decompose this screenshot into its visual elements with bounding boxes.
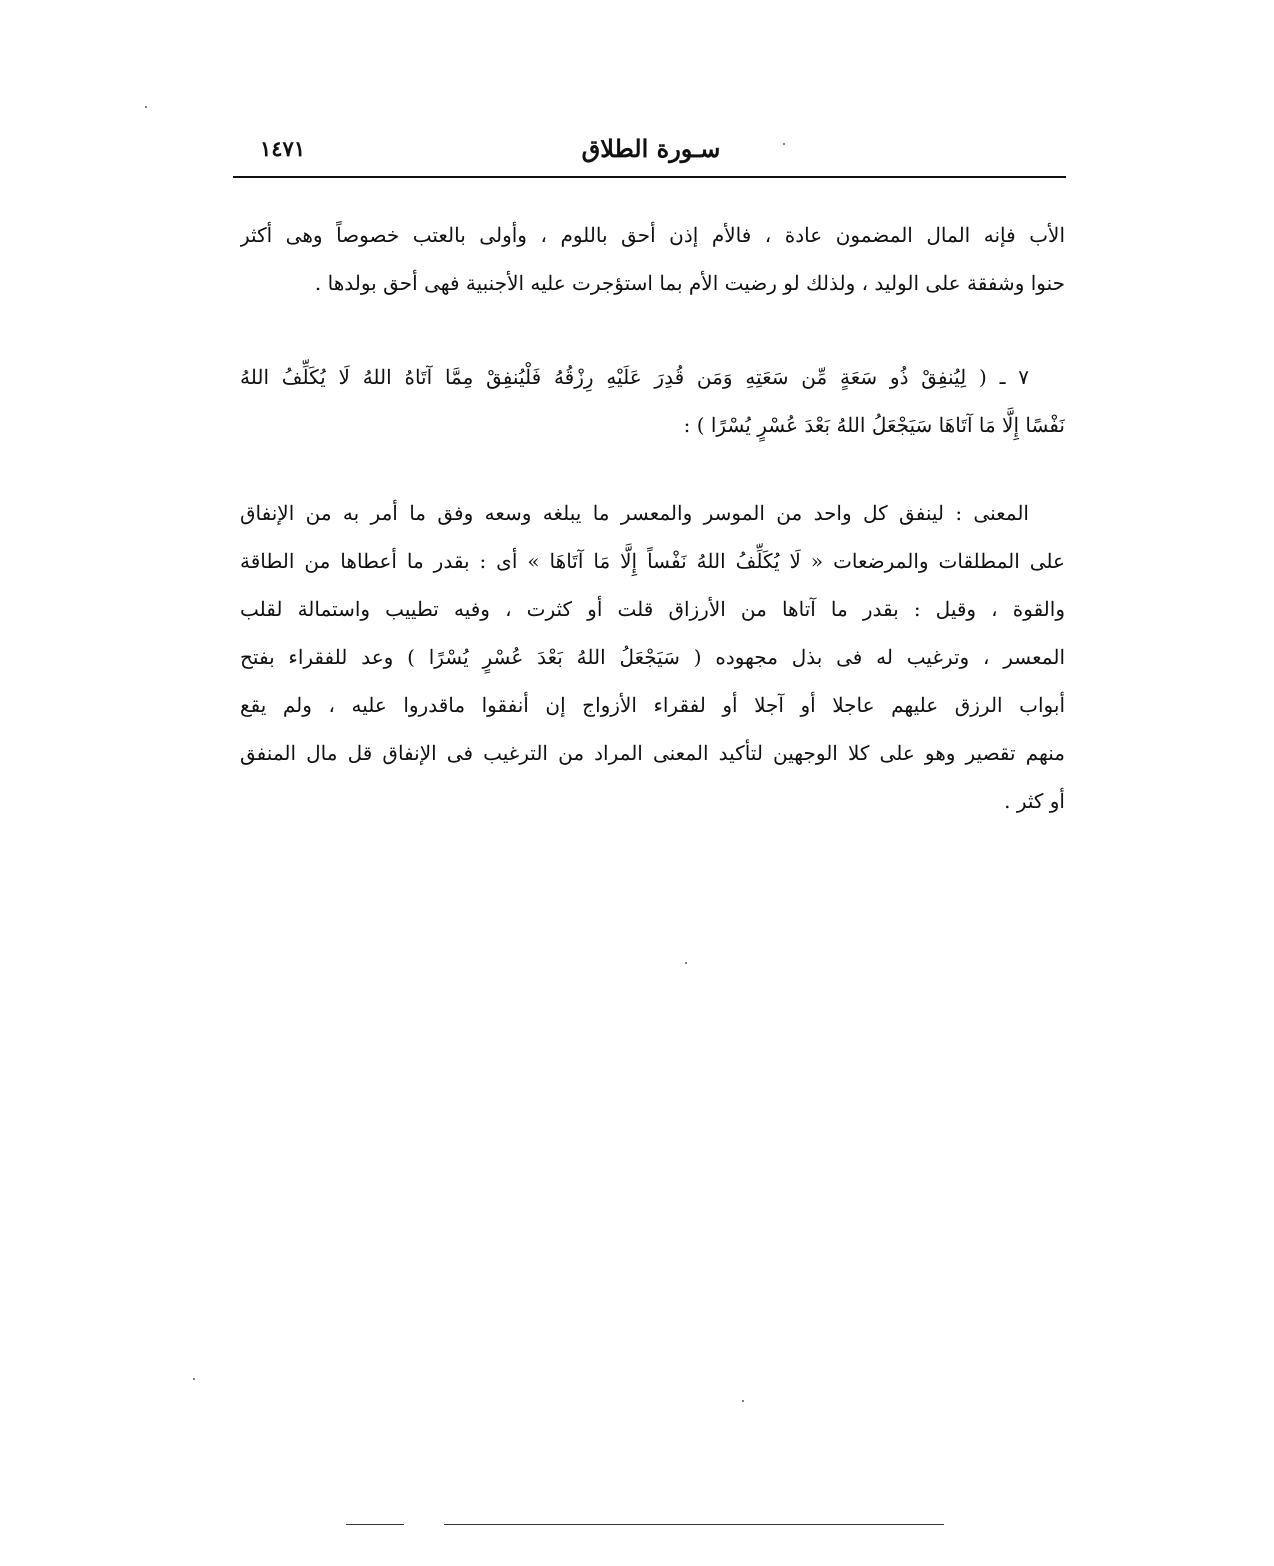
- scan-speck: [742, 1400, 744, 1402]
- footer-rule: [444, 1524, 944, 1525]
- text-line: أبواب الرزق عليهم عاجلا أو آجلا أو لفقراء الأزواج إن أنفقوا ماقدروا عليه ، ولم يقع: [240, 693, 1065, 717]
- surah-title: سـورة الطلاق: [581, 134, 721, 163]
- verse-block: [240, 353, 1065, 449]
- page-header: [236, 134, 1064, 174]
- page-number: ١٤٧١: [260, 136, 306, 161]
- verse-line: نَفْسًا إِلَّا مَا آتَاهَا سَيَجْعَلُ اللهُ بَعْدَ عُسْرٍ يُسْرًا ) :: [683, 413, 1065, 437]
- verse-line: ٧ ـ ( لِيُنفِقْ ذُو سَعَةٍ مِّن سَعَتِهِ وَمَن قُدِرَ عَلَيْهِ رِزْقُهُ فَلْيُنفِقْ مِمَّا آتَاهُ اللهُ لَا يُكَلِّفُ اللهُ: [240, 365, 1029, 389]
- text-line: منهم تقصير وهو على كلا الوجهين لتأكيد المعنى المراد من الترغيب فى الإنفاق قل مال المنفق: [240, 741, 1065, 765]
- text-line: على المطلقات والمرضعات « لَا يُكَلِّفُ اللهُ نَفْساً إِلَّا مَا آتَاهَا » أى : بقدر ما أعطاها من الطاقة: [240, 549, 1065, 573]
- commentary-paragraph: [240, 489, 1065, 825]
- text-line: المعسر ، وترغيب له فى بذل مجهوده ( سَيَجْعَلُ اللهُ بَعْدَ عُسْرٍ يُسْرًا ) وعد للفقراء بفتح: [240, 645, 1065, 669]
- scan-speck: [193, 1378, 195, 1380]
- scan-speck: [685, 962, 687, 964]
- text-line: المعنى : لينفق كل واحد من الموسر والمعسر ما يبلغه وسعه وفق ما أمر به من الإنفاق: [240, 501, 1029, 525]
- text-line: الأب فإنه المال المضمون عادة ، فالأم إذن أحق باللوم ، وأولى بالعتب خصوصاً وهى أكثر: [240, 223, 1065, 247]
- paragraph-continuation: [240, 211, 1065, 307]
- header-rule: [233, 176, 1066, 178]
- scan-speck: [783, 143, 785, 145]
- scan-speck: [145, 106, 147, 108]
- paragraph: [240, 489, 1065, 825]
- paragraph: [240, 211, 1065, 307]
- text-line: أو كثر .: [1004, 789, 1065, 813]
- text-line: والقوة ، وقيل : بقدر ما آتاها من الأرزاق قلت أو كثرت ، وفيه تطييب واستمالة لقلب: [240, 597, 1065, 621]
- text-line: حنوا وشفقة على الوليد ، ولذلك لو رضيت الأم بما استؤجرت عليه الأجنبية فهى أحق بولدها .: [314, 271, 1065, 295]
- footer-rule: [346, 1524, 404, 1525]
- verse-paragraph: [240, 353, 1065, 449]
